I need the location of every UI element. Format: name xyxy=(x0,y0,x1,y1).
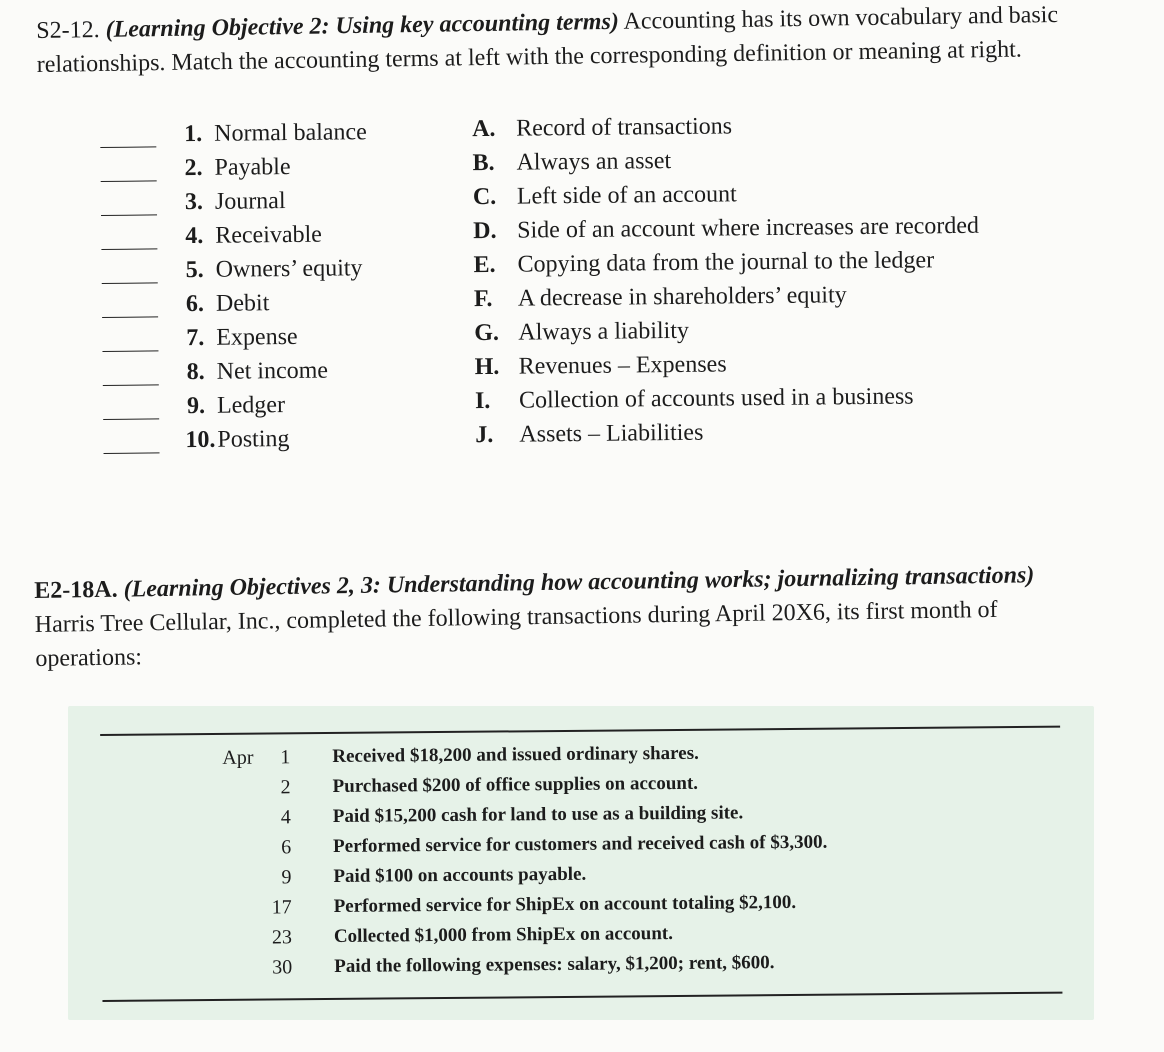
day-cell: 9 xyxy=(281,866,292,889)
term-label: Owners’ equity xyxy=(215,255,363,283)
exercise-instructions: Accounting has its own vocabulary and basic relationships. Match the accounting terms at left with the corresponding definition or meaning at right. xyxy=(36,1,1059,78)
term-row xyxy=(102,318,442,356)
answer-blank[interactable] xyxy=(103,418,159,420)
definition-text: Always a liability xyxy=(518,317,690,346)
term-number: 8. xyxy=(186,358,205,386)
term-row xyxy=(100,114,440,152)
definition-letter: G. xyxy=(474,319,500,347)
day-cell: 30 xyxy=(272,956,293,979)
term-row xyxy=(101,250,441,288)
term-number: 4. xyxy=(185,222,204,250)
definition-text: Collection of accounts used in a business xyxy=(518,383,914,414)
term-label: Net income xyxy=(216,357,329,385)
definition-text: Record of transactions xyxy=(516,113,733,142)
month-label: Apr xyxy=(222,746,254,769)
term-label: Payable xyxy=(214,154,291,181)
table-top-rule xyxy=(100,726,1060,736)
definition-text: Revenues – Expenses xyxy=(518,351,727,380)
description-cell: Paid $100 on accounts payable. xyxy=(333,863,587,887)
term-row xyxy=(103,420,443,458)
term-number: 3. xyxy=(184,188,204,216)
answer-blank[interactable] xyxy=(102,282,158,284)
term-label: Ledger xyxy=(216,392,286,419)
description-cell: Paid the following expenses: salary, $1,200; rent, $600. xyxy=(334,952,775,977)
exercise-e2-18a-intro xyxy=(34,557,1095,676)
definition-letter: D. xyxy=(473,217,497,245)
term-label: Expense xyxy=(216,323,298,351)
description-cell: Paid $15,200 cash for land to use as a building site. xyxy=(332,802,744,827)
answer-blank[interactable] xyxy=(101,214,157,216)
definition-letter: A. xyxy=(472,115,496,143)
description-cell: Purchased $200 of office supplies on account. xyxy=(332,772,699,797)
term-number: 9. xyxy=(186,392,206,420)
definition-text: Copying data from the journal to the ledger xyxy=(517,247,935,278)
term-row xyxy=(101,216,441,254)
definition-letter: F. xyxy=(473,285,493,313)
term-number: 5. xyxy=(185,256,204,284)
answer-blank[interactable] xyxy=(102,350,158,352)
term-label: Debit xyxy=(215,290,270,317)
term-label: Normal balance xyxy=(214,119,367,147)
definition-letter: C. xyxy=(472,183,497,211)
term-row xyxy=(101,182,441,220)
term-row xyxy=(102,284,442,322)
definition-text: Left side of an account xyxy=(516,181,737,210)
description-cell: Performed service for customers and received cash of $3,300. xyxy=(333,831,828,857)
answer-blank[interactable] xyxy=(103,384,159,386)
term-number: 1. xyxy=(184,120,203,148)
term-row xyxy=(103,352,443,390)
learning-objective: (Learning Objective 2: Using key accounting terms) xyxy=(105,8,620,43)
table-bottom-rule xyxy=(102,992,1062,1002)
description-cell: Received $18,200 and issued ordinary shares. xyxy=(332,742,699,767)
definition-text: A decrease in shareholders’ equity xyxy=(517,282,847,312)
description-cell: Collected $1,000 from ShipEx on account. xyxy=(333,923,674,947)
day-cell: 23 xyxy=(271,926,293,949)
term-label: Posting xyxy=(217,426,290,453)
answer-blank[interactable] xyxy=(101,180,157,182)
exercise-instructions: Harris Tree Cellular, Inc., completed the following transactions during April 20X6, its first month of operations: xyxy=(34,596,998,672)
day-cell: 2 xyxy=(280,776,291,799)
definition-text: Assets – Liabilities xyxy=(519,419,704,448)
definition-letter: B. xyxy=(472,149,495,177)
exercise-s2-12-intro xyxy=(36,0,1127,82)
day-cell: 4 xyxy=(280,806,291,829)
definition-text: Side of an account where increases are recorded xyxy=(517,212,980,244)
exercise-number: E2-18A. xyxy=(34,576,118,604)
term-number: 10. xyxy=(185,426,216,454)
answer-blank[interactable] xyxy=(102,316,158,318)
term-label: Journal xyxy=(214,188,286,215)
answer-blank[interactable] xyxy=(100,146,156,148)
day-cell: 17 xyxy=(271,896,292,919)
term-row xyxy=(103,386,443,424)
exercise-number: S2-12. xyxy=(36,17,100,44)
answer-blank[interactable] xyxy=(104,452,160,454)
definition-letter: I. xyxy=(474,387,491,415)
definition-row xyxy=(475,412,1095,452)
day-cell: 1 xyxy=(280,746,291,769)
answer-blank[interactable] xyxy=(101,248,157,250)
matching-exercise xyxy=(100,106,1104,466)
description-cell: Performed service for ShipEx on account totaling $2,100. xyxy=(333,891,797,917)
definition-letter: H. xyxy=(474,353,500,381)
definition-letter: E. xyxy=(473,251,496,279)
day-cell: 6 xyxy=(281,836,292,859)
term-row xyxy=(100,148,440,186)
definition-letter: J. xyxy=(475,421,494,449)
term-number: 7. xyxy=(186,324,205,352)
transactions-table xyxy=(100,710,1062,1008)
term-label: Receivable xyxy=(215,221,323,249)
learning-objective: (Learning Objectives 2, 3: Understanding how accounting works; journalizing transactions) xyxy=(123,562,1035,603)
term-number: 6. xyxy=(185,290,205,318)
term-number: 2. xyxy=(184,154,203,182)
definition-text: Always an asset xyxy=(516,148,672,176)
